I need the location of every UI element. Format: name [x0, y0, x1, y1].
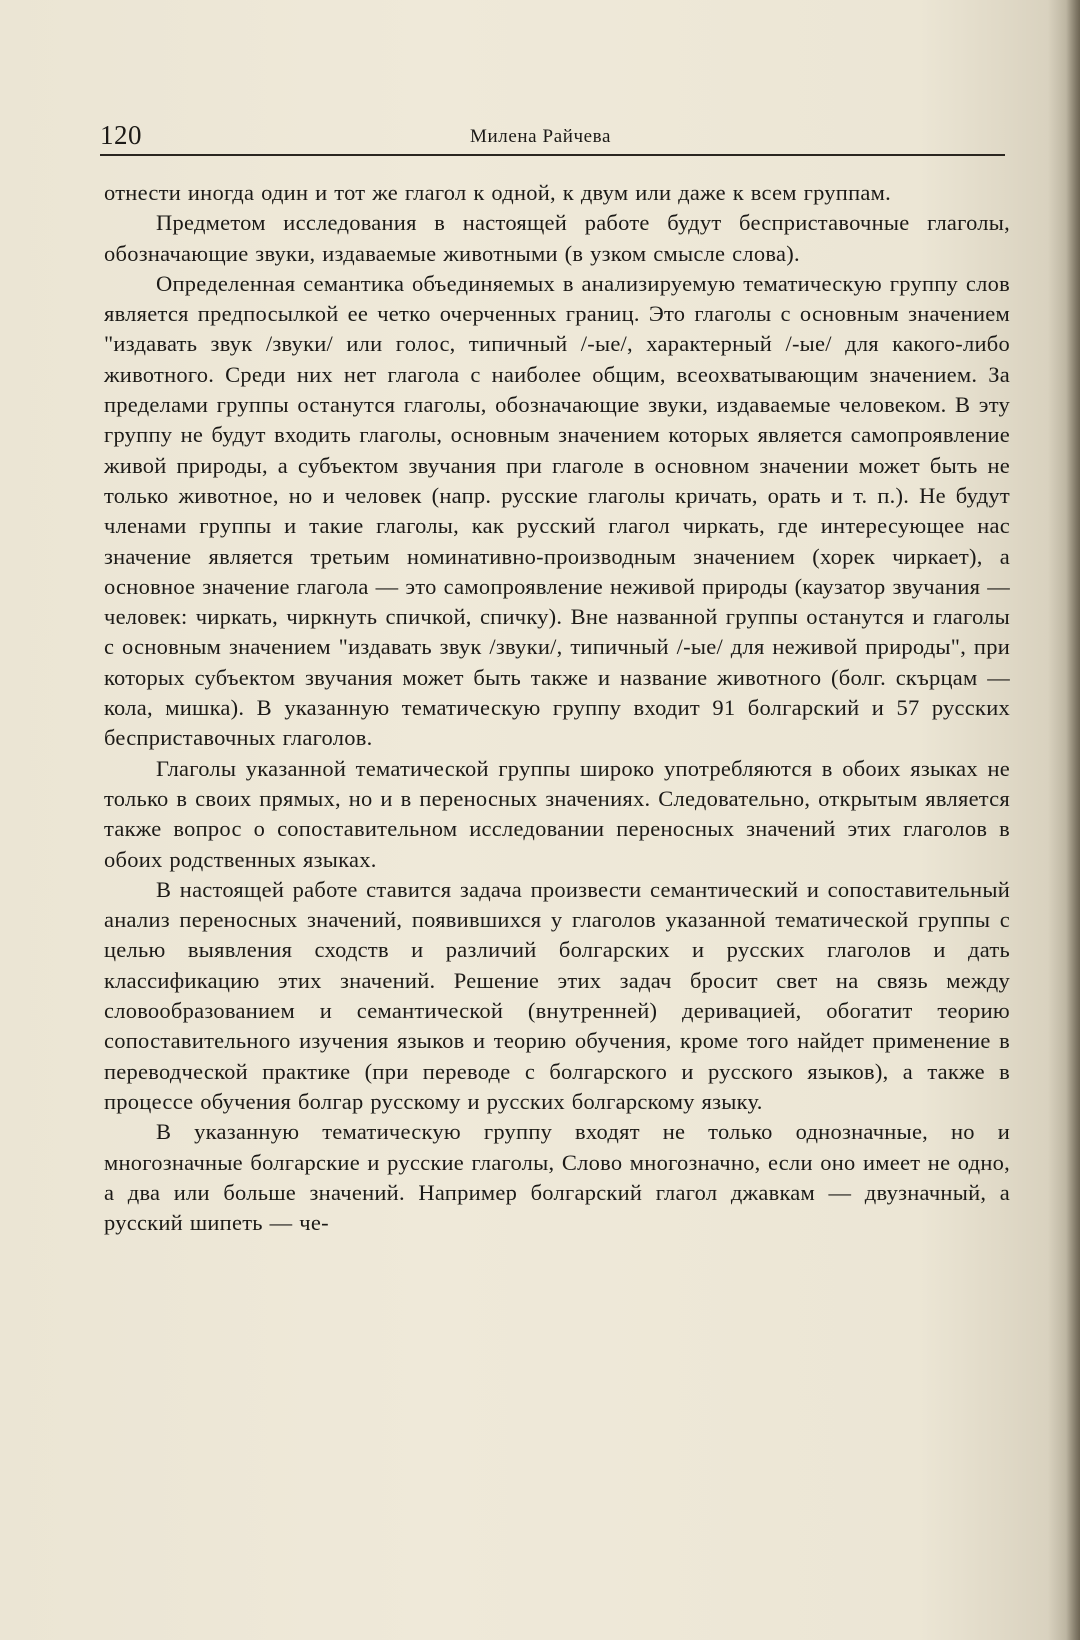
page-header	[100, 118, 1005, 158]
body-text	[104, 178, 1010, 1238]
paragraph: Предметом исследования в настоящей работе будут бесприставочные глаголы, обозначающие звуки, издаваемые животными (в узком смысле слова).	[104, 210, 1010, 266]
paragraph: Определенная семантика объединяемых в анализируемую тематическую группу слов является предпосылкой ее четко очерченных границ. Это глаголы с основным значением "издавать звук /звуки/ или голос, типичный /-ые/, характерный /-ые/ для какого-либо животного. Среди них нет глагола с наиболее общим, всеохватывающим значением. За пределами группы останутся глаголы, обозначающие звуки, издаваемые человеком. В эту группу не будут входить глаголы, основным значением которых является самопроявление живой природы, а субъектом звучания при глаголе в основном значении может быть не только животное, но и человек (напр. русские глаголы кричать, орать и т. п.). Не будут членами группы и такие глаголы, как русский глагол чиркать, где интересующее нас значение является третьим номинативно-производным значением (хорек чиркает), а основное значение глагола — это самопроявление неживой природы (каузатор звучания — человек: чиркать, чиркнуть спичкой, спичку). Вне названной группы останутся и глаголы с основным значением "издавать звук /звуки/, типичный /-ые/ для неживой природы", при которых субъектом звучания может быть также и название животного (болг. скърцам — кола, мишка). В указанную тематическую группу входит 91 болгарский и 57 русских бесприставочных глаголов.	[104, 270, 1010, 751]
paragraph: Глаголы указанной тематической группы широко употребляются в обоих языках не только в своих прямых, но и в переносных значениях. Следовательно, открытым является также вопрос о сопоставительном исследовании переносных значений этих глаголов в обоих родственных языках.	[104, 755, 1010, 872]
running-head: Милена Райчева	[470, 126, 612, 147]
paragraph: В настоящей работе ставится задача произвести семантический и сопоставительный анализ переносных значений, появившихся у глаголов указанной тематической группы с целью выявления сходств и различий болгарских и русских глаголов и дать классификацию этих значений. Решение этих задач бросит свет на связь между словообразованием и семантической (внутренней) деривацией, обогатит теорию сопоставительного изучения языков и теорию обучения, кроме того найдет применение в переводческой практике (при переводе с болгарского и русского языков), а также в процессе обучения болгар русскому и русских болгарскому языку.	[104, 876, 1010, 1114]
paragraph: В указанную тематическую группу входят не только однозначные, но и многозначные болгарские и русские глаголы, Слово многозначно, если оно имеет не одно, а два или больше значений. Например болгарский глагол джавкам — двузначный, а русский шипеть — че-	[104, 1119, 1010, 1236]
page-number: 120	[100, 120, 142, 150]
header-rule	[100, 154, 1005, 156]
page-binding-shadow	[1066, 0, 1080, 1640]
paragraph: отнести иногда один и тот же глагол к одной, к двум или даже к всем группам.	[104, 180, 891, 205]
